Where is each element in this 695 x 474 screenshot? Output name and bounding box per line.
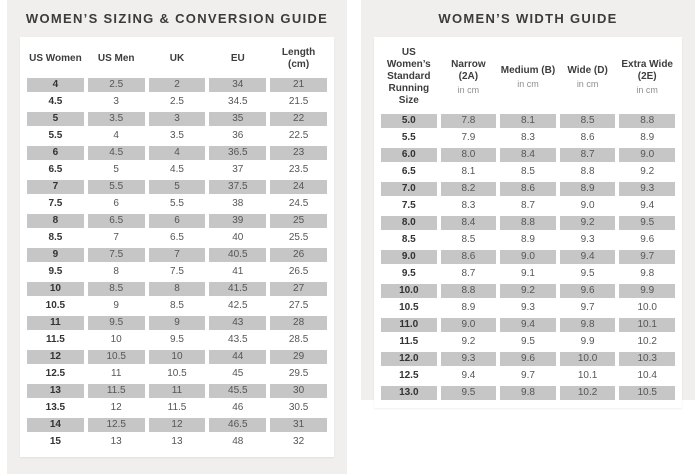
table-row	[381, 284, 675, 298]
table-cell: 8.0	[381, 216, 437, 230]
table-row	[27, 265, 327, 279]
table-cell: 9.6	[500, 352, 556, 366]
table-cell: 9.4	[640, 200, 655, 211]
table-cell: 40	[232, 232, 244, 243]
table-cell: 11.5	[45, 334, 65, 345]
table-row	[381, 352, 675, 366]
table-cell: 38	[232, 198, 244, 209]
table-cell: 8.8	[619, 114, 675, 128]
column-header: UK	[169, 53, 185, 64]
table-cell: 35	[209, 112, 266, 126]
table-cell: 9.9	[580, 336, 595, 347]
sizing-guide-title: WOMEN’S SIZING & CONVERSION GUIDE	[25, 11, 329, 26]
table-cell: 8.5	[461, 234, 476, 245]
table-cell: 11	[27, 316, 84, 330]
table-cell: 9.7	[580, 302, 595, 313]
table-row	[27, 350, 327, 364]
table-cell: 8	[149, 282, 206, 296]
table-cell: 39	[209, 214, 266, 228]
table-cell: 8.2	[441, 182, 497, 196]
table-cell: 3	[113, 96, 119, 107]
table-cell: 10.0	[560, 352, 616, 366]
table-cell: 5	[149, 180, 206, 194]
table-cell: 4.5	[170, 164, 184, 175]
table-row	[27, 95, 327, 109]
table-cell: 2	[149, 78, 206, 92]
table-cell: 8.9	[560, 182, 616, 196]
table-cell: 2.5	[170, 96, 184, 107]
table-cell: 9.4	[560, 250, 616, 264]
table-cell: 23	[270, 146, 327, 160]
width-table-body	[381, 114, 675, 400]
table-row	[381, 233, 675, 247]
table-row	[27, 197, 327, 211]
table-cell: 21	[270, 78, 327, 92]
table-cell: 5	[27, 112, 84, 126]
table-cell: 12	[110, 402, 122, 413]
table-cell: 8.5	[48, 232, 63, 243]
table-cell: 8.1	[461, 166, 476, 177]
table-cell: 9.8	[500, 386, 556, 400]
table-cell: 6.5	[170, 232, 184, 243]
table-cell: 9.3	[619, 182, 675, 196]
table-cell: 22.5	[288, 130, 309, 141]
table-cell: 9.1	[521, 268, 535, 279]
table-cell: 8.8	[500, 216, 556, 230]
table-cell: 7.8	[441, 114, 497, 128]
table-cell: 10.4	[637, 370, 657, 381]
table-cell: 8	[113, 266, 119, 277]
table-cell: 28	[270, 316, 327, 330]
table-cell: 9.5	[441, 386, 497, 400]
table-cell: 12.0	[381, 352, 437, 366]
table-cell: 4.5	[48, 96, 63, 107]
column-header: Narrow (2A) in cm	[441, 43, 497, 111]
table-cell: 32	[293, 436, 305, 447]
table-cell: 8.6	[500, 182, 556, 196]
table-cell: 8.9	[521, 234, 535, 245]
table-row	[27, 418, 327, 432]
table-cell: 9.8	[640, 268, 655, 279]
table-cell: 8.3	[521, 132, 535, 143]
table-cell: 30.5	[288, 402, 309, 413]
table-cell: 41.5	[209, 282, 266, 296]
table-cell: 10.5	[619, 386, 675, 400]
table-cell: 10	[27, 282, 84, 296]
table-cell: 10.2	[560, 386, 616, 400]
table-cell: 6	[149, 214, 206, 228]
table-cell: 9.0	[619, 148, 675, 162]
table-cell: 9.3	[580, 234, 595, 245]
table-row	[381, 267, 675, 281]
table-cell: 12.5	[88, 418, 145, 432]
table-cell: 9	[113, 300, 119, 311]
table-cell: 26.5	[288, 266, 309, 277]
table-cell: 10	[149, 350, 206, 364]
table-cell: 8.5	[88, 282, 145, 296]
table-row	[27, 248, 327, 262]
table-row	[27, 112, 327, 126]
table-cell: 10.5	[167, 368, 187, 379]
column-header: Wide (D) in cm	[560, 43, 616, 111]
table-cell: 9.0	[381, 250, 437, 264]
table-row	[381, 131, 675, 145]
table-cell: 12.5	[45, 368, 66, 379]
table-cell: 8.5	[560, 114, 616, 128]
table-row	[381, 335, 675, 349]
table-cell: 13.5	[45, 402, 66, 413]
table-cell: 48	[232, 436, 244, 447]
column-header-unit: in cm	[636, 84, 658, 95]
table-row	[27, 214, 327, 228]
table-cell: 24	[270, 180, 327, 194]
column-header-unit: in cm	[517, 78, 539, 89]
table-cell: 10	[110, 334, 122, 345]
width-table-header-row	[381, 43, 675, 111]
table-cell: 46.5	[209, 418, 266, 432]
table-cell: 44	[209, 350, 266, 364]
table-cell: 9.9	[619, 284, 675, 298]
column-header: US Women’s Standard Running Size	[386, 47, 431, 106]
table-cell: 8.6	[441, 250, 497, 264]
table-cell: 43.5	[228, 334, 248, 345]
table-cell: 13	[171, 436, 183, 447]
table-cell: 9	[149, 316, 206, 330]
table-cell: 13	[27, 384, 84, 398]
table-row	[27, 316, 327, 330]
table-cell: 8.5	[401, 234, 416, 245]
table-cell: 31	[270, 418, 327, 432]
width-guide-title: WOMEN’S WIDTH GUIDE	[438, 11, 618, 26]
table-cell: 9.5	[48, 266, 63, 277]
table-cell: 10.5	[45, 300, 66, 311]
table-cell: 7.5	[401, 200, 416, 211]
table-cell: 22	[270, 112, 327, 126]
table-cell: 11.5	[88, 384, 145, 398]
table-cell: 8.9	[640, 132, 655, 143]
table-cell: 11.5	[167, 402, 187, 413]
table-cell: 9.2	[640, 166, 655, 177]
sizing-guide-card	[20, 37, 334, 457]
table-cell: 10.1	[577, 370, 598, 381]
table-row	[27, 435, 327, 449]
table-cell: 36	[232, 130, 244, 141]
column-header-unit: in cm	[576, 78, 599, 89]
table-row	[27, 384, 327, 398]
table-cell: 8.9	[461, 302, 476, 313]
table-cell: 12	[27, 350, 84, 364]
table-cell: 11	[149, 384, 206, 398]
table-row	[27, 163, 327, 177]
table-cell: 7.9	[461, 132, 476, 143]
table-row	[381, 199, 675, 213]
table-cell: 12	[149, 418, 206, 432]
table-cell: 37	[232, 164, 244, 175]
table-cell: 9.3	[441, 352, 497, 366]
table-cell: 6	[27, 146, 84, 160]
table-cell: 8.0	[441, 148, 497, 162]
table-cell: 8.7	[461, 268, 476, 279]
table-cell: 43	[209, 316, 266, 330]
table-cell: 9.2	[461, 336, 476, 347]
table-cell: 8.5	[521, 166, 535, 177]
table-cell: 9.6	[640, 234, 655, 245]
table-row	[27, 333, 327, 347]
table-row	[381, 318, 675, 332]
table-cell: 8.6	[580, 132, 595, 143]
table-cell: 9.7	[619, 250, 675, 264]
column-header: EU	[230, 53, 245, 64]
table-cell: 7	[27, 180, 84, 194]
table-cell: 15	[49, 436, 61, 447]
table-cell: 11	[111, 368, 122, 379]
table-cell: 45	[232, 368, 244, 379]
table-cell: 27	[270, 282, 327, 296]
table-cell: 13	[110, 436, 122, 447]
table-cell: 5.5	[88, 180, 145, 194]
table-cell: 3.5	[170, 130, 184, 141]
table-cell: 11.0	[381, 318, 437, 332]
table-cell: 9.5	[521, 336, 535, 347]
table-row	[27, 78, 327, 92]
table-cell: 27.5	[288, 300, 309, 311]
table-cell: 9.8	[560, 318, 616, 332]
column-header: Length (cm)	[281, 47, 316, 70]
table-cell: 8.1	[500, 114, 556, 128]
table-cell: 9.3	[521, 302, 535, 313]
table-cell: 9.0	[580, 200, 595, 211]
table-cell: 34.5	[228, 96, 248, 107]
table-cell: 28.5	[288, 334, 309, 345]
table-cell: 10.0	[637, 302, 657, 313]
table-row	[381, 165, 675, 179]
table-cell: 41	[232, 266, 244, 277]
sizing-conversion-panel	[7, 0, 347, 474]
table-row	[381, 148, 675, 162]
table-cell: 9.4	[461, 370, 476, 381]
table-cell: 9.0	[441, 318, 497, 332]
table-cell: 12.5	[399, 370, 419, 381]
table-cell: 10.3	[619, 352, 675, 366]
table-cell: 9.5	[619, 216, 675, 230]
table-cell: 6.0	[381, 148, 437, 162]
table-cell: 46	[232, 402, 244, 413]
table-cell: 9.5	[401, 268, 416, 279]
table-cell: 6.5	[48, 164, 63, 175]
column-header: US Men	[97, 53, 135, 64]
table-cell: 5.0	[381, 114, 437, 128]
table-cell: 9.4	[500, 318, 556, 332]
table-cell: 9.0	[500, 250, 556, 264]
table-cell: 5.5	[401, 132, 416, 143]
table-cell: 13.0	[381, 386, 437, 400]
table-cell: 8.4	[500, 148, 556, 162]
column-header-unit: in cm	[457, 84, 480, 95]
table-row	[27, 146, 327, 160]
table-cell: 9.6	[560, 284, 616, 298]
table-cell: 10.0	[381, 284, 437, 298]
table-row	[381, 369, 675, 383]
table-cell: 8	[27, 214, 84, 228]
table-cell: 6	[113, 198, 119, 209]
table-cell: 8.5	[170, 300, 184, 311]
table-cell: 45.5	[209, 384, 266, 398]
table-cell: 4.5	[88, 146, 145, 160]
table-row	[381, 216, 675, 230]
table-cell: 7.5	[88, 248, 145, 262]
table-row	[381, 182, 675, 196]
table-cell: 5.5	[48, 130, 63, 141]
table-cell: 36.5	[209, 146, 266, 160]
table-cell: 8.8	[441, 284, 497, 298]
table-cell: 34	[209, 78, 266, 92]
table-cell: 9.5	[88, 316, 145, 330]
table-cell: 25.5	[288, 232, 309, 243]
table-cell: 9.2	[560, 216, 616, 230]
table-cell: 8.3	[461, 200, 476, 211]
table-row	[27, 231, 327, 245]
table-cell: 7.5	[170, 266, 184, 277]
table-cell: 29	[270, 350, 327, 364]
width-guide-card	[374, 37, 682, 408]
table-cell: 37.5	[209, 180, 266, 194]
table-cell: 9.5	[170, 334, 184, 345]
table-cell: 21.5	[288, 96, 309, 107]
table-cell: 4	[113, 130, 119, 141]
table-row	[381, 386, 675, 400]
table-row	[27, 282, 327, 296]
table-cell: 8.7	[521, 200, 535, 211]
table-cell: 25	[270, 214, 327, 228]
table-cell: 3.5	[88, 112, 145, 126]
table-row	[27, 180, 327, 194]
table-cell: 6.5	[88, 214, 145, 228]
table-row	[27, 299, 327, 313]
table-cell: 7	[113, 232, 119, 243]
table-cell: 5	[113, 164, 119, 175]
table-cell: 23.5	[288, 164, 309, 175]
column-header: Medium (B) in cm	[500, 64, 556, 89]
table-cell: 2.5	[88, 78, 145, 92]
table-cell: 14	[27, 418, 84, 432]
table-cell: 29.5	[288, 368, 309, 379]
column-header: US Women	[29, 53, 82, 64]
table-row	[27, 367, 327, 381]
table-cell: 6.5	[401, 166, 416, 177]
table-row	[27, 401, 327, 415]
table-cell: 5.5	[170, 198, 184, 209]
table-cell: 30	[270, 384, 327, 398]
table-cell: 11.5	[399, 336, 419, 347]
table-cell: 10.5	[88, 350, 145, 364]
table-cell: 7.5	[48, 198, 63, 209]
table-cell: 40.5	[209, 248, 266, 262]
table-row	[381, 301, 675, 315]
table-cell: 8.7	[560, 148, 616, 162]
table-cell: 8.4	[441, 216, 497, 230]
table-cell: 9.2	[500, 284, 556, 298]
table-cell: 9.5	[580, 268, 595, 279]
table-cell: 3	[149, 112, 206, 126]
sizing-conversion-table	[23, 40, 331, 452]
table-cell: 4	[27, 78, 84, 92]
table-cell: 26	[270, 248, 327, 262]
table-cell: 7.0	[381, 182, 437, 196]
sizing-table-body	[27, 78, 327, 449]
table-cell: 8.8	[580, 166, 595, 177]
table-cell: 10.1	[619, 318, 675, 332]
table-row	[381, 250, 675, 264]
width-guide-panel	[361, 0, 695, 400]
table-cell: 4	[149, 146, 206, 160]
table-cell: 7	[149, 248, 206, 262]
table-cell: 10.5	[399, 302, 419, 313]
column-header: Extra Wide (2E) in cm	[619, 43, 675, 111]
table-cell: 9	[27, 248, 84, 262]
table-cell: 10.2	[637, 336, 657, 347]
table-cell: 42.5	[228, 300, 248, 311]
table-row	[27, 129, 327, 143]
table-row	[381, 114, 675, 128]
width-guide-table	[377, 40, 679, 403]
sizing-table-header-row	[27, 43, 327, 75]
table-cell: 24.5	[288, 198, 309, 209]
table-cell: 9.7	[521, 370, 535, 381]
